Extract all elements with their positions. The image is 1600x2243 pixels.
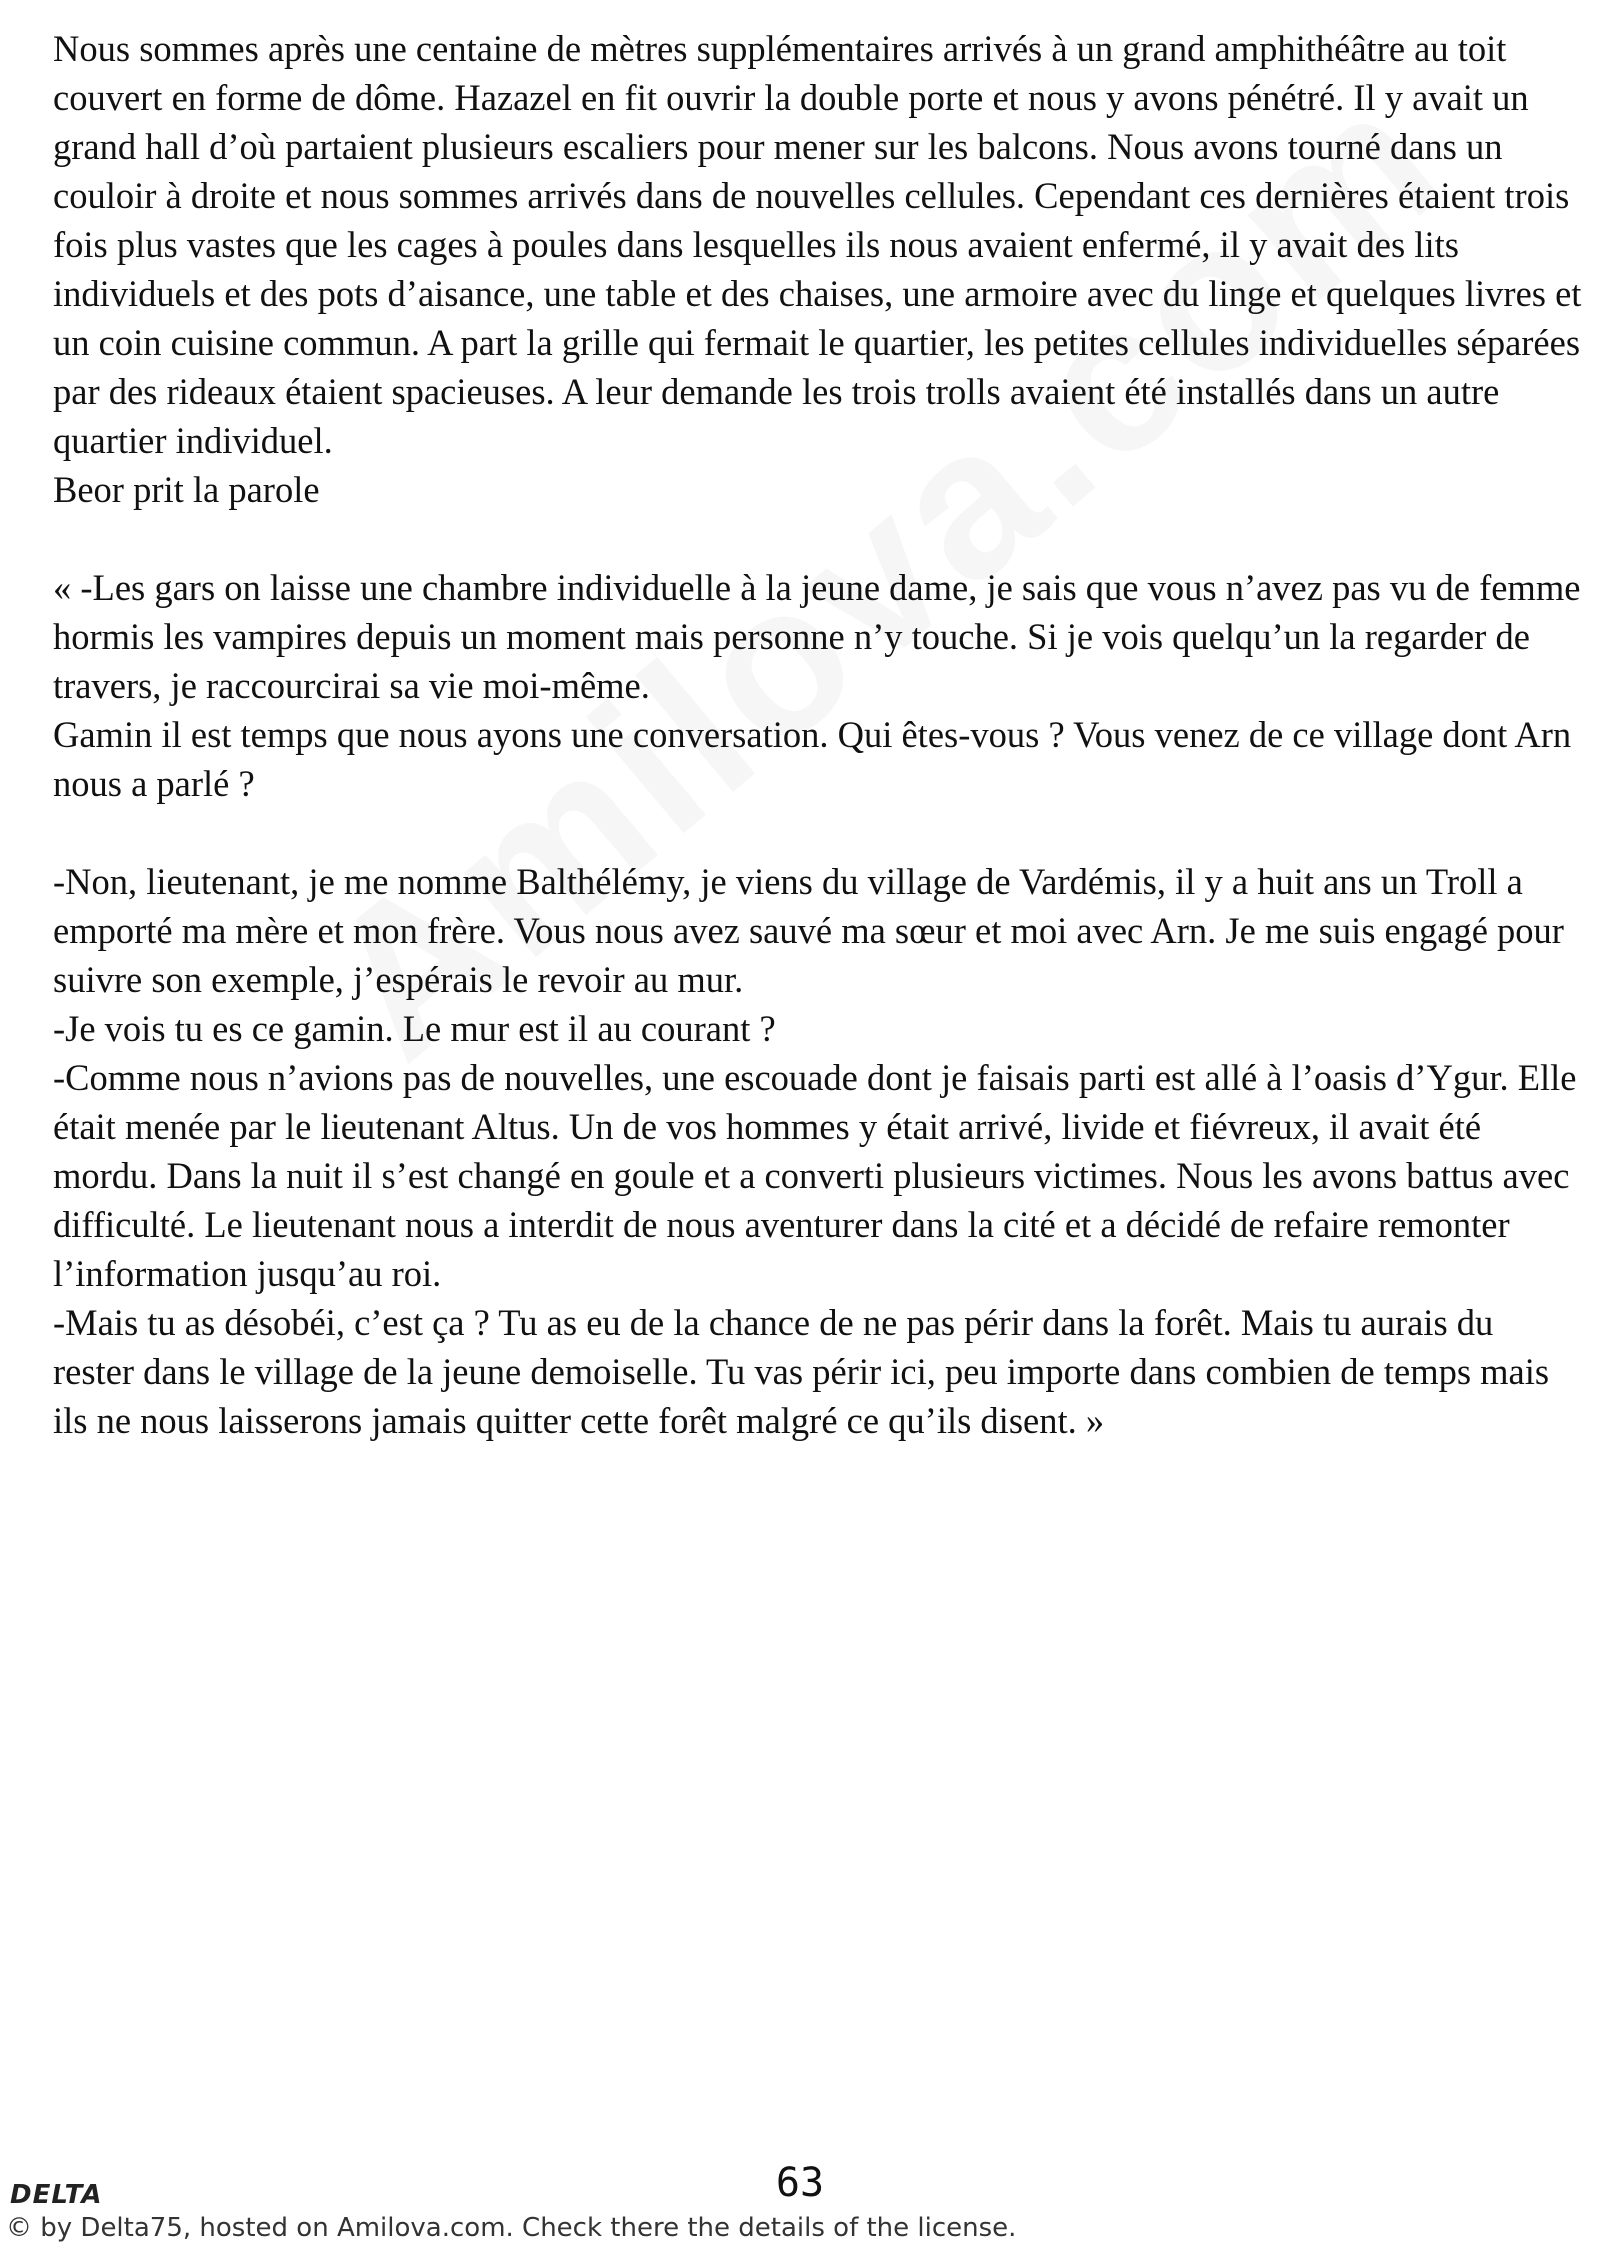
delta-logo: DELTA (10, 2180, 103, 2210)
paragraph: -Comme nous n’avions pas de nouvelles, une escouade dont je faisais parti est allé à l’oasis d’Ygur. Elle était menée par le lieutenant Altus. Un de vos hommes y était arrivé, livide et fiévreux, il avait été mordu. Dans la nuit il s’est changé en goule et a converti plusieurs victimes. Nous les avons battus avec difficulté. Le lieutenant nous a interdit de nous aventurer dans la cité et a décidé de refaire remonter l’information jusqu’au roi. (53, 1057, 1577, 1294)
paragraph: -Mais tu as désobéi, c’est ça ? Tu as eu de la chance de ne pas périr dans la forêt. Mais tu aurais du rester dans le village de la jeune demoiselle. Tu vas périr ici, peu importe dans combien de temps mais ils ne nous laisserons jamais quitter cette forêt malgré ce qu’ils disent. » (53, 1302, 1550, 1441)
paragraph: -Je vois tu es ce gamin. Le mur est il au courant ? (53, 1008, 776, 1049)
paragraph: « -Les gars on laisse une chambre individuelle à la jeune dame, je sais que vous n’avez pas vu de femme hormis les vampires depuis un moment mais personne n’y touche. Si je vois quelqu’un la regarder de travers, je raccourcirai sa vie moi-même. (53, 567, 1581, 706)
paragraph-gap (53, 514, 1583, 563)
paragraph: Gamin il est temps que nous ayons une conversation. Qui êtes-vous ? Vous venez de ce village dont Arn nous a parlé ? (53, 714, 1572, 804)
page-number: 63 (775, 2160, 825, 2206)
paragraph-gap (53, 808, 1583, 857)
paragraph: Beor prit la parole (53, 469, 320, 510)
paragraph: -Non, lieutenant, je me nomme Balthélémy, je viens du village de Vardémis, il y a huit ans un Troll a emporté ma mère et mon frère. Vous nous avez sauvé ma sœur et moi avec Arn. Je me suis engagé pour suivre son exemple, j’espérais le revoir au mur. (53, 861, 1564, 1000)
paragraph: Nous sommes après une centaine de mètres supplémentaires arrivés à un grand amphithéâtre au toit couvert en forme de dôme. Hazazel en fit ouvrir la double porte et nous y avons pénétré. Il y avait un grand hall d’où partaient plusieurs escaliers pour mener sur les balcons. Nous avons tourné dans un couloir à droite et nous sommes arrivés dans de nouvelles cellules. Cependant ces dernières étaient trois fois plus vastes que les cages à poules dans lesquelles ils nous avaient enfermé, il y avait des lits individuels et des pots d’aisance, une table et des chaises, une armoire avec du linge et quelques livres et un coin cuisine commun. A part la grille qui fermait le quartier, les petites cellules individuelles séparées par des rideaux étaient spacieuses. A leur demande les trois trolls avaient été installés dans un autre quartier individuel. (53, 28, 1582, 461)
body-text (53, 24, 1583, 1445)
license-footer: © by Delta75, hosted on Amilova.com. Check there the details of the license. (6, 2213, 1017, 2243)
